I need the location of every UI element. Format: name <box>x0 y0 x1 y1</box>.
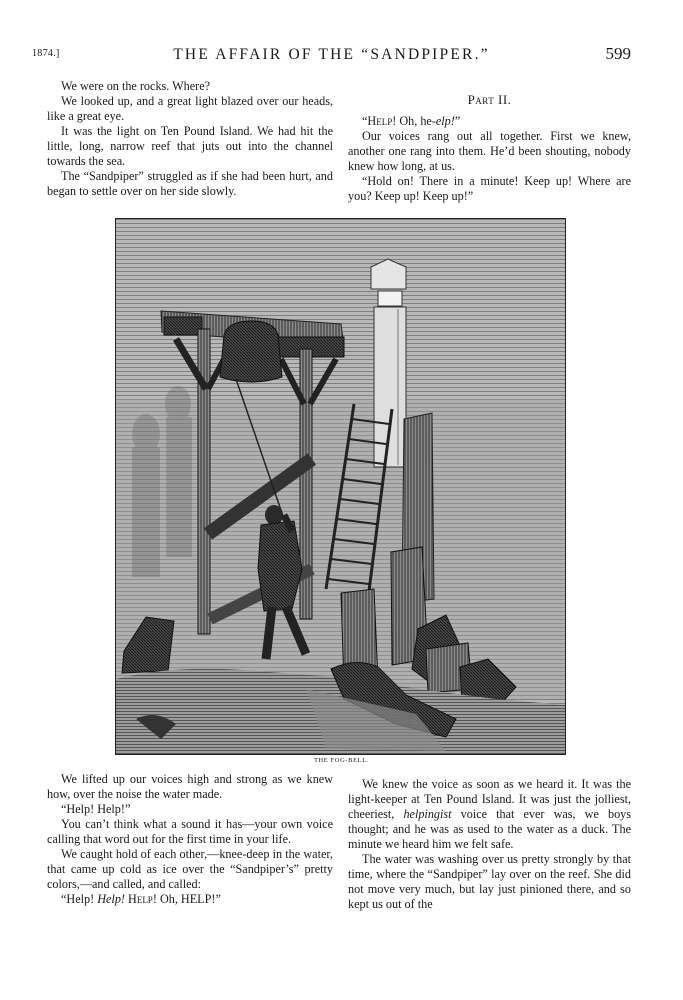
header-title: THE AFFAIR OF THE “SANDPIPER.” <box>173 46 490 63</box>
paragraph: We lifted up our voices high and strong as we knew how, over the noise the water made. <box>47 772 333 801</box>
part-heading: Part II. <box>467 92 512 107</box>
bell <box>220 321 282 382</box>
p1-c: voice that ever was, we boys thought; and he was as used to the water as a duck. The minute we heard him we felt safe. <box>348 807 631 851</box>
help-line-d: Oh, HELP!” <box>156 892 221 906</box>
paragraph: “Hold on! There in a minute! Keep up! Where are you? Keep up! Keep up!” <box>348 174 631 203</box>
header-date: 1874.] <box>32 48 60 59</box>
page-number: 599 <box>605 44 631 63</box>
paragraph: We were on the rocks. Where? <box>61 79 211 93</box>
paragraph: You can’t think what a sound it has—your own voice calling that word out for the first time in your life. <box>47 817 333 846</box>
figure-caption: THE FOG-BELL. <box>313 757 370 764</box>
p1-a: We knew the voice as soon as we heard it. It was the light-keeper at Ten Pound Island. It was just the jolliest, cheeriest, <box>348 777 631 821</box>
help-call-line <box>348 114 631 129</box>
fog-bell-illustration <box>115 218 566 755</box>
bottom-left-column <box>47 772 333 907</box>
running-header <box>32 46 631 68</box>
paragraph: Our voices rang out all together. First we knew, another one rang into them. He’d been shouting, nobody knew how long, at us. <box>348 129 631 173</box>
help-line-a: “Help! <box>61 892 98 906</box>
help-call-c: elp! <box>435 114 455 128</box>
help-line <box>47 892 333 907</box>
top-right-column <box>348 92 631 204</box>
paragraph: We looked up, and a great light blazed over our heads, like a great eye. <box>47 94 333 123</box>
engraving-drawing <box>116 219 565 754</box>
help-line-b: Help! <box>97 892 125 906</box>
paragraph <box>348 777 631 852</box>
top-left-column <box>47 79 333 199</box>
help-call-b: Oh, he- <box>396 114 436 128</box>
help-call-d: ” <box>454 114 461 128</box>
p1-b: helpingist <box>403 807 452 821</box>
bottom-right-column <box>348 777 631 912</box>
paragraph: The water was washing over us pretty strongly by that time, where the “Sandpiper” lay over on the reef. She did not move very much, but lay just pinioned there, and so kept us out of the <box>348 852 631 911</box>
paragraph: We caught hold of each other,—knee-deep in the water, that came up cold as ice over the “Sandpiper’s” pretty colors,—and called, and called: <box>47 847 333 891</box>
help-line-c: Help! <box>124 892 157 906</box>
paragraph: “Help! Help!” <box>61 802 131 816</box>
paragraph: The “Sandpiper” struggled as if she had been hurt, and began to settle over on her side slowly. <box>47 169 333 198</box>
paragraph: It was the light on Ten Pound Island. We had hit the little, long, narrow reef that juts out into the channel towards the sea. <box>47 124 333 168</box>
help-call-a: “Help! <box>362 114 397 128</box>
